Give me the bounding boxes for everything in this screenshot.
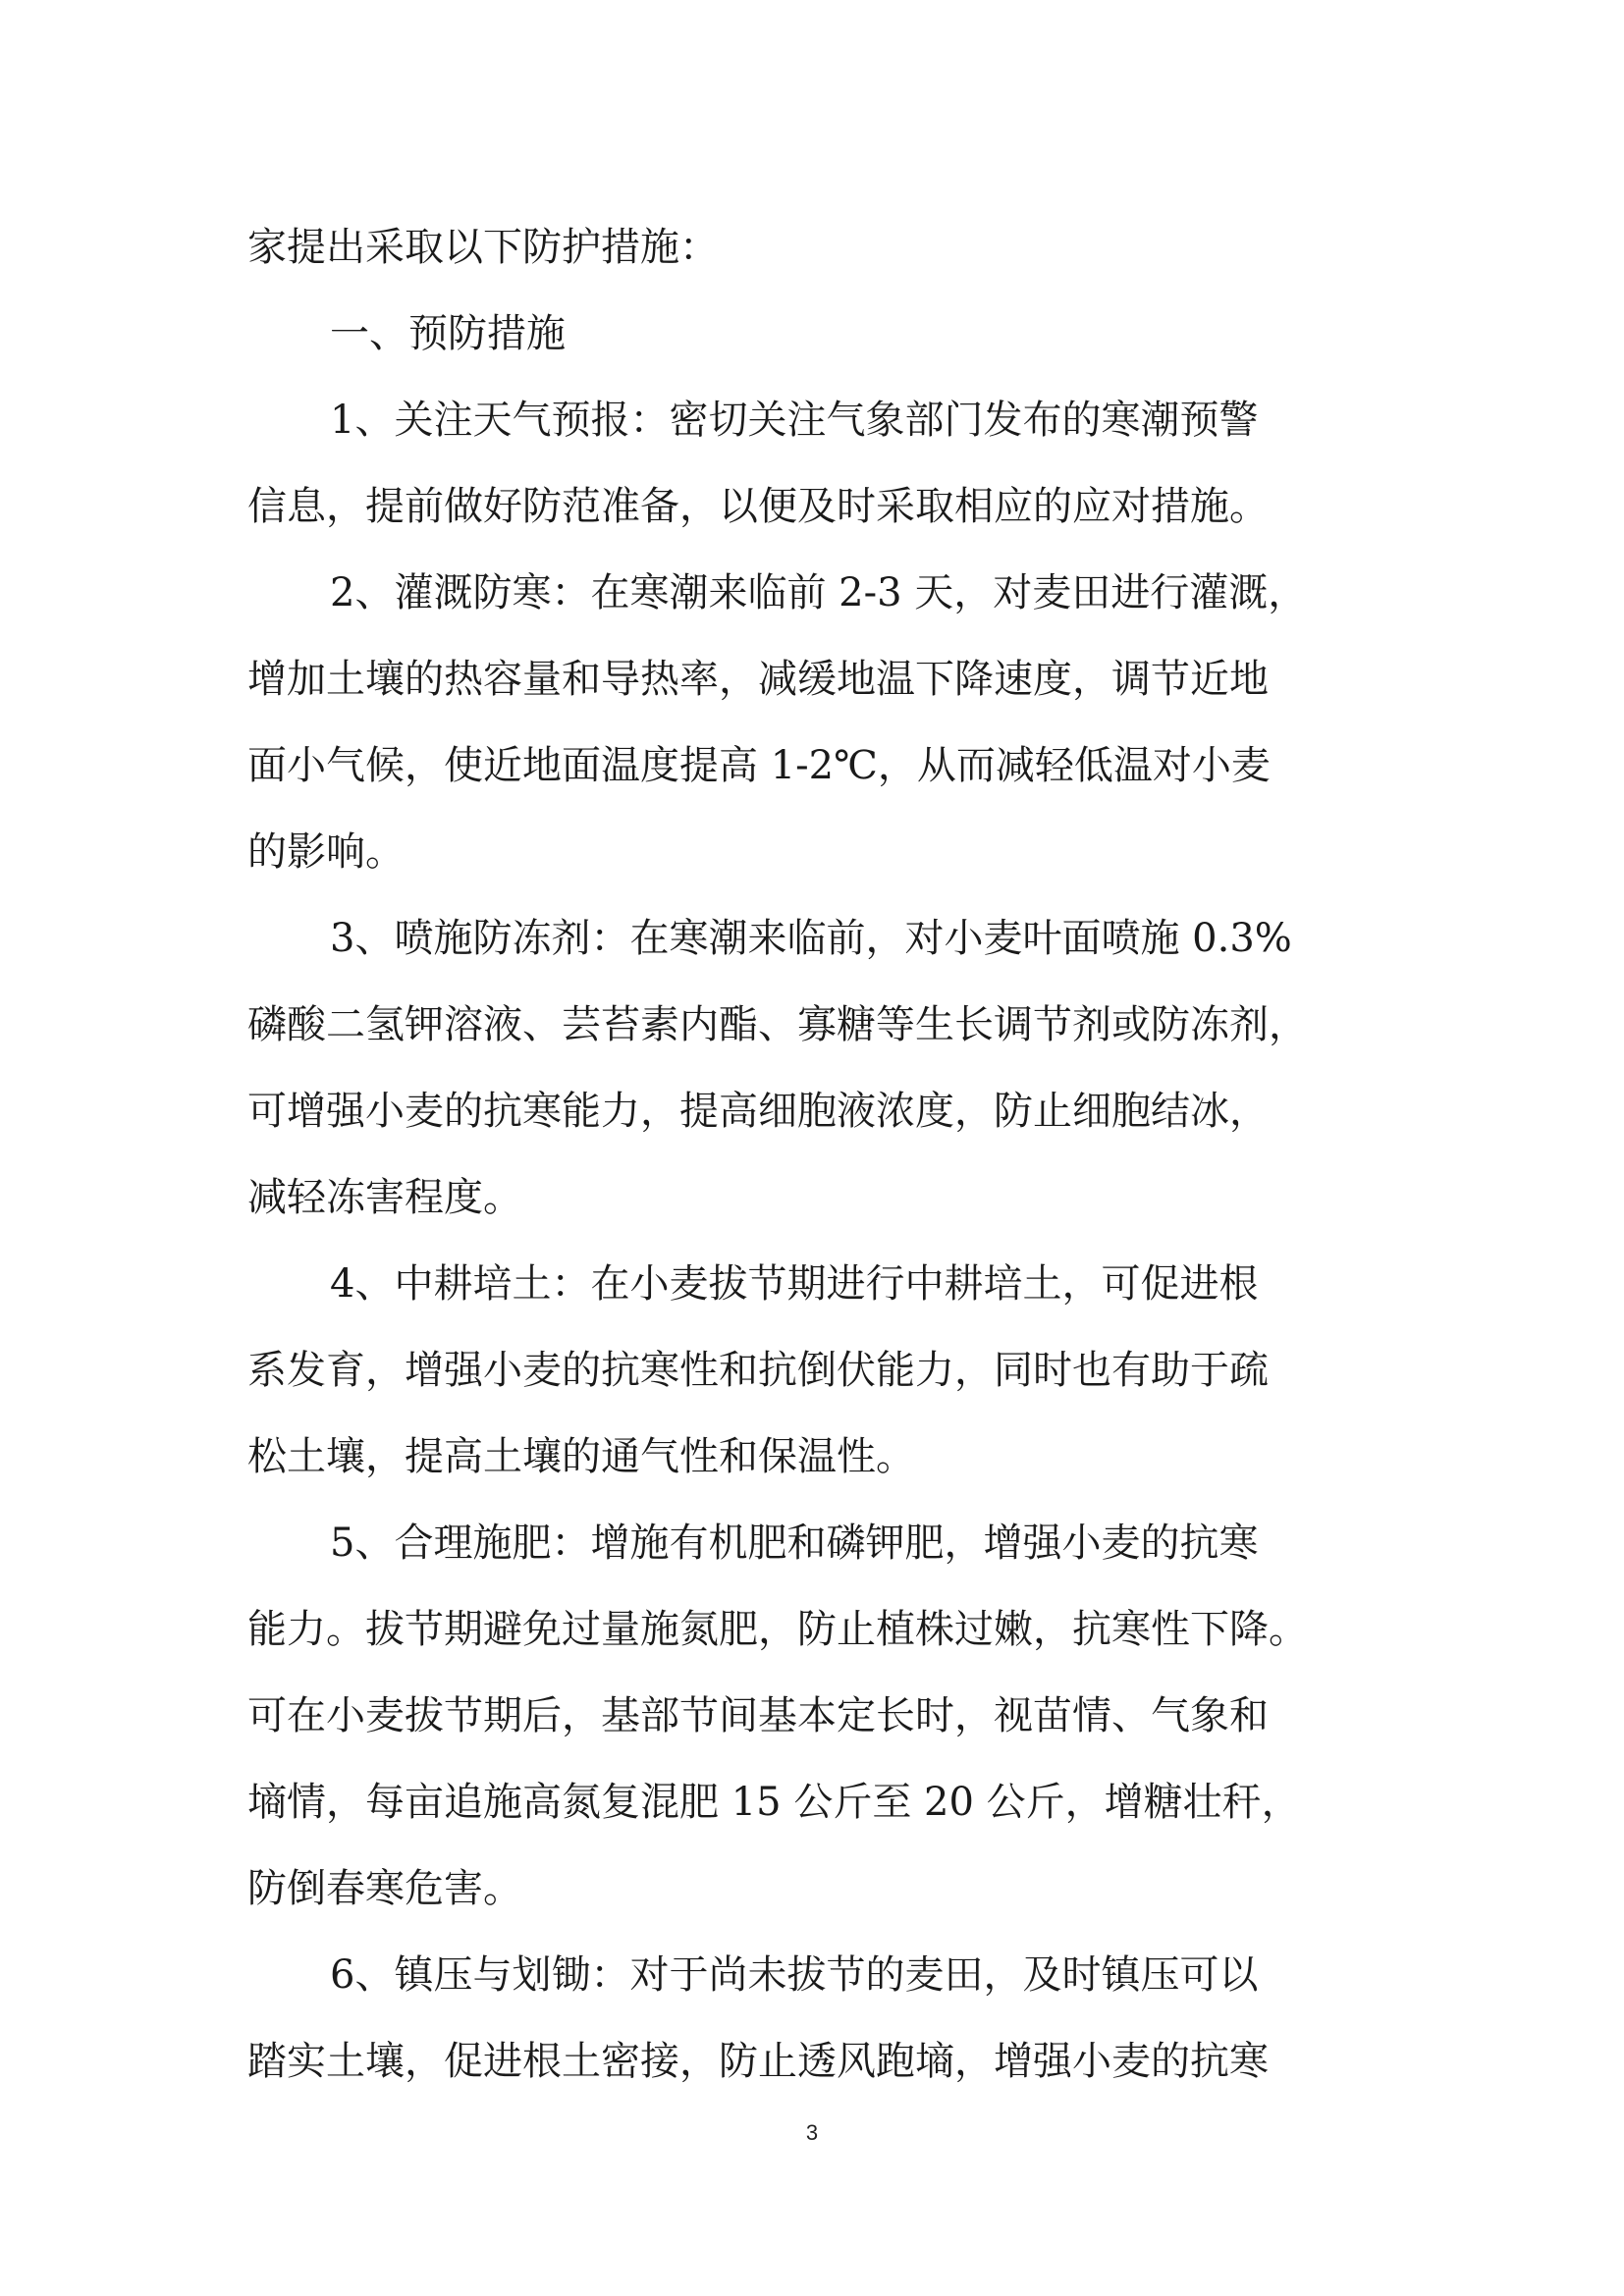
text-line: 6、镇压与划锄：对于尚未拔节的麦田，及时镇压可以 — [330, 1952, 1259, 1998]
text-line: 1、关注天气预报：密切关注气象部门发布的寒潮预警 — [330, 398, 1259, 443]
text-line: 磷酸二氢钾溶液、芸苔素内酯、寡糖等生长调节剂或防冻剂， — [247, 1002, 1308, 1047]
text-line: 面小气候，使近地面温度提高 1-2℃，从而减轻低温对小麦 — [247, 743, 1271, 788]
text-line: 信息，提前做好防范准备，以便及时采取相应的应对措施。 — [247, 484, 1269, 529]
text-line: 松土壤，提高土壤的通气性和保温性。 — [247, 1434, 915, 1479]
text-line: 踏实土壤，促进根土密接，防止透风跑墒，增强小麦的抗寒 — [247, 2039, 1269, 2084]
text-line: 家提出采取以下防护措施： — [247, 225, 719, 270]
text-line: 可在小麦拔节期后，基部节间基本定长时，视苗情、气象和 — [247, 1693, 1269, 1738]
text-line: 2、灌溉防寒：在寒潮来临前 2-3 天，对麦田进行灌溉， — [330, 570, 1308, 615]
page-number: 3 — [805, 2120, 819, 2145]
text-line: 4、中耕培土：在小麦拔节期进行中耕培土，可促进根 — [330, 1261, 1259, 1307]
section-heading: 一、预防措施 — [330, 311, 566, 356]
text-line: 增加土壤的热容量和导热率，减缓地温下降速度，调节近地 — [247, 657, 1269, 702]
text-line: 5、合理施肥：增施有机肥和磷钾肥，增强小麦的抗寒 — [330, 1521, 1259, 1566]
text-line: 防倒春寒危害。 — [247, 1866, 522, 1911]
text-line: 的影响。 — [247, 829, 405, 875]
text-line: 墒情，每亩追施高氮复混肥 15 公斤至 20 公斤，增糖壮秆， — [247, 1780, 1301, 1825]
text-line: 3、喷施防冻剂：在寒潮来临前，对小麦叶面喷施 0.3% — [330, 916, 1292, 961]
text-line: 系发育，增强小麦的抗寒性和抗倒伏能力，同时也有助于疏 — [247, 1348, 1269, 1393]
text-line: 减轻冻害程度。 — [247, 1175, 522, 1220]
text-line: 能力。拔节期避免过量施氮肥，防止植株过嫩，抗寒性下降。 — [247, 1607, 1308, 1652]
text-line: 可增强小麦的抗寒能力，提高细胞液浓度，防止细胞结冰， — [247, 1089, 1269, 1134]
body-text — [247, 204, 1384, 2105]
